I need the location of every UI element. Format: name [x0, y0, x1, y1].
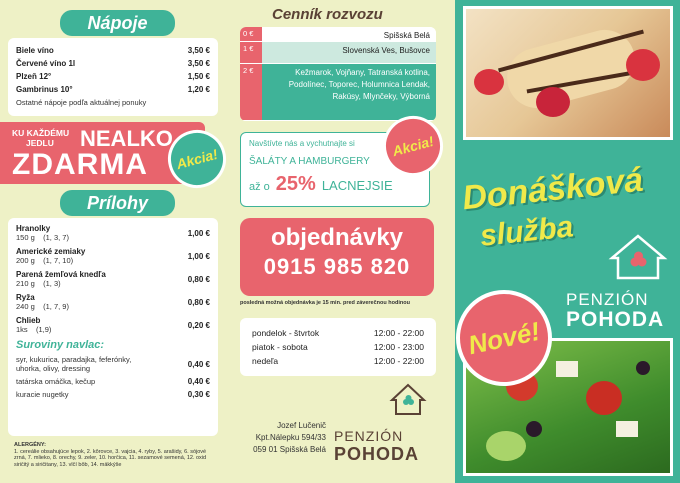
hours-row: [252, 340, 424, 354]
promo-mid-prefix: až o: [249, 181, 270, 193]
brand-small-line1: PENZIÓN: [334, 428, 404, 444]
cennik-places: Slovenská Ves, Bušovce: [262, 42, 436, 63]
cennik-price: 0 €: [240, 27, 262, 41]
contact-name: Jozef Lučenič: [277, 421, 326, 430]
hours-day: piatok - sobota: [252, 342, 308, 352]
promo-mid-discount: [249, 173, 421, 196]
cennik-places: Spišská Belá: [262, 27, 436, 41]
prilohy-item-price: 0,80 €: [187, 274, 210, 284]
prilohy-item-detail: 210 g (1, 3): [16, 279, 61, 288]
napoje-item-name: Plzeň 12°: [16, 72, 52, 81]
orders-title: objednávky: [270, 224, 404, 251]
brand-small-line2: POHODA: [334, 444, 420, 464]
napoje-item: [16, 70, 210, 83]
house-logo-large: [608, 232, 668, 280]
brand-large-line2: POHODA: [566, 308, 665, 331]
prilohy-item-text: [16, 316, 51, 334]
napoje-item-price: 3,50 €: [187, 59, 210, 68]
prilohy-item-text: [16, 270, 106, 288]
promo-mid-suffix: LACNEJSIE: [321, 178, 393, 193]
surovina-item: [16, 390, 210, 399]
prilohy-panel: [8, 218, 218, 436]
allergens-title: ALERGÉNY:: [14, 442, 46, 448]
prilohy-item-name: Americké zemiaky: [16, 247, 86, 256]
cennik-title: Cenník rozvozu: [272, 6, 383, 23]
house-logo-small: [388, 382, 428, 416]
prilohy-item-text: [16, 224, 69, 242]
brand-large-line1: PENZIÓN: [566, 290, 649, 309]
cennik-row: [240, 42, 436, 64]
cennik-row: [240, 64, 436, 121]
hours-time: 12:00 - 22:00: [373, 356, 424, 366]
surovina-name: kuracie nugetky: [16, 390, 69, 399]
prilohy-item-text: [16, 293, 69, 311]
hours-time: 12:00 - 22:00: [373, 328, 424, 338]
promo-left-badge-text: Akcia!: [174, 145, 220, 173]
promo-mid-badge-text: Akcia!: [390, 132, 436, 160]
napoje-item: [16, 57, 210, 70]
napoje-panel: [8, 38, 218, 116]
promo-left-big2: ZDARMA: [12, 148, 148, 181]
prilohy-item-price: 1,00 €: [187, 251, 210, 261]
suroviny-list: [16, 355, 210, 399]
contact-city: 059 01 Spišská Belá: [253, 445, 326, 454]
napoje-list: [16, 44, 210, 96]
prilohy-item-name: Hranolky: [16, 224, 51, 233]
hours-panel: [240, 318, 436, 376]
promo-mid-percent: 25%: [275, 173, 316, 195]
napoje-header: Nápoje: [60, 10, 175, 36]
prilohy-header: Prílohy: [60, 190, 175, 216]
allergens-box: [8, 440, 218, 478]
right-title1: Donášková: [460, 160, 645, 218]
orders-phone[interactable]: 0915 985 820: [263, 254, 411, 279]
prilohy-item-text: [16, 247, 85, 265]
napoje-item-name: Červené víno 1l: [16, 59, 76, 68]
hours-list: [252, 326, 424, 368]
prilohy-item-detail: 1ks (1,9): [16, 325, 52, 334]
napoje-item-price: 1,50 €: [187, 72, 210, 81]
promo-left-small1: KU KAŽDÉMU: [12, 128, 70, 138]
prilohy-item-name: Ryža: [16, 293, 35, 302]
cennik-price: 1 €: [240, 42, 262, 63]
promo-mid-line1: Navštívte nás a vychutnajte si: [249, 139, 355, 148]
contact: [250, 420, 326, 456]
allergens-text: 1. cereálie obsahujúce lepok, 2. kôrovce, 3. vajcia, 4. ryby, 5. arašidy, 6. sójové zrná, 7. mlieko, 8. orechy, 9. zeler, 10. horčica, 11. sezamové semená, 12. oxid siričitý a siričitany, 13. vlčí bôb, 14. mäkkýše: [14, 448, 207, 468]
crepe-photo: [463, 6, 673, 140]
prilohy-item: [16, 247, 210, 265]
surovina-price: 0,40 €: [187, 377, 210, 386]
prilohy-item: [16, 293, 210, 311]
prilohy-item: [16, 316, 210, 334]
prilohy-item-price: 0,20 €: [187, 320, 210, 330]
cennik-panel: [240, 27, 436, 121]
surovina-item: [16, 355, 210, 373]
orders-box: [240, 218, 434, 296]
hours-day: nedeľa: [252, 356, 279, 366]
prilohy-item-detail: 240 g (1, 7, 9): [16, 302, 69, 311]
prilohy-item-price: 1,00 €: [187, 228, 210, 238]
prilohy-item: [16, 224, 210, 242]
cennik-row: [240, 27, 436, 42]
cennik-price: 2 €: [240, 64, 262, 120]
contact-street: Kpt.Nálepku 594/33: [255, 433, 326, 442]
promo-left-small2: JEDLU: [26, 138, 54, 148]
prilohy-item-detail: 150 g (1, 3, 7): [16, 233, 69, 242]
napoje-item: [16, 83, 210, 96]
napoje-item: [16, 44, 210, 57]
napoje-item-name: Biele víno: [16, 46, 54, 55]
surovina-price: 0,40 €: [187, 359, 210, 369]
promo-mid-line2: ŠALÁTY A HAMBURGERY: [249, 156, 370, 167]
prilohy-item-price: 0,80 €: [187, 297, 210, 307]
prilohy-item-detail: 200 g (1, 7, 10): [16, 256, 74, 265]
hours-time: 12:00 - 23:00: [373, 342, 424, 352]
prilohy-item-name: Chlieb: [16, 316, 41, 325]
napoje-item-price: 1,20 €: [187, 85, 210, 94]
promo-left-big1: NEALKO: [80, 126, 173, 151]
napoje-item-price: 3,50 €: [187, 46, 210, 55]
cennik-rows: [240, 27, 436, 121]
prilohy-item: [16, 270, 210, 288]
napoje-note: Ostatné nápoje podľa aktuálnej ponuky: [16, 98, 147, 107]
prilohy-item-name: Parená žemľová knedľa: [16, 270, 106, 279]
surovina-price: 0,30 €: [187, 390, 210, 399]
prilohy-list: [16, 224, 210, 334]
hours-row: [252, 326, 424, 340]
surovina-item: [16, 377, 210, 386]
cennik-places: Kežmarok, Vojňany, Tatranská kotlina, Podolínec, Toporec, Holumnica Lendak, Rakúsy, Mlynčeky, Výborná: [262, 64, 436, 120]
napoje-item-name: Gambrinus 10°: [16, 85, 73, 94]
surovina-name: syr, kukurica, paradajka, feferónky, uhorka, olivy, dressing: [16, 355, 132, 373]
orders-note: posledná možná objednávka je 15 min. pred záverečnou hodinou: [240, 300, 410, 306]
right-title2: služba: [478, 210, 575, 253]
hours-row: [252, 354, 424, 368]
new-badge-text: Nové!: [465, 315, 543, 360]
suroviny-title: Suroviny navlac:: [16, 339, 105, 351]
surovina-name: tatárska omáčka, kečup: [16, 377, 96, 386]
hours-day: pondelok - štvrtok: [252, 328, 320, 338]
